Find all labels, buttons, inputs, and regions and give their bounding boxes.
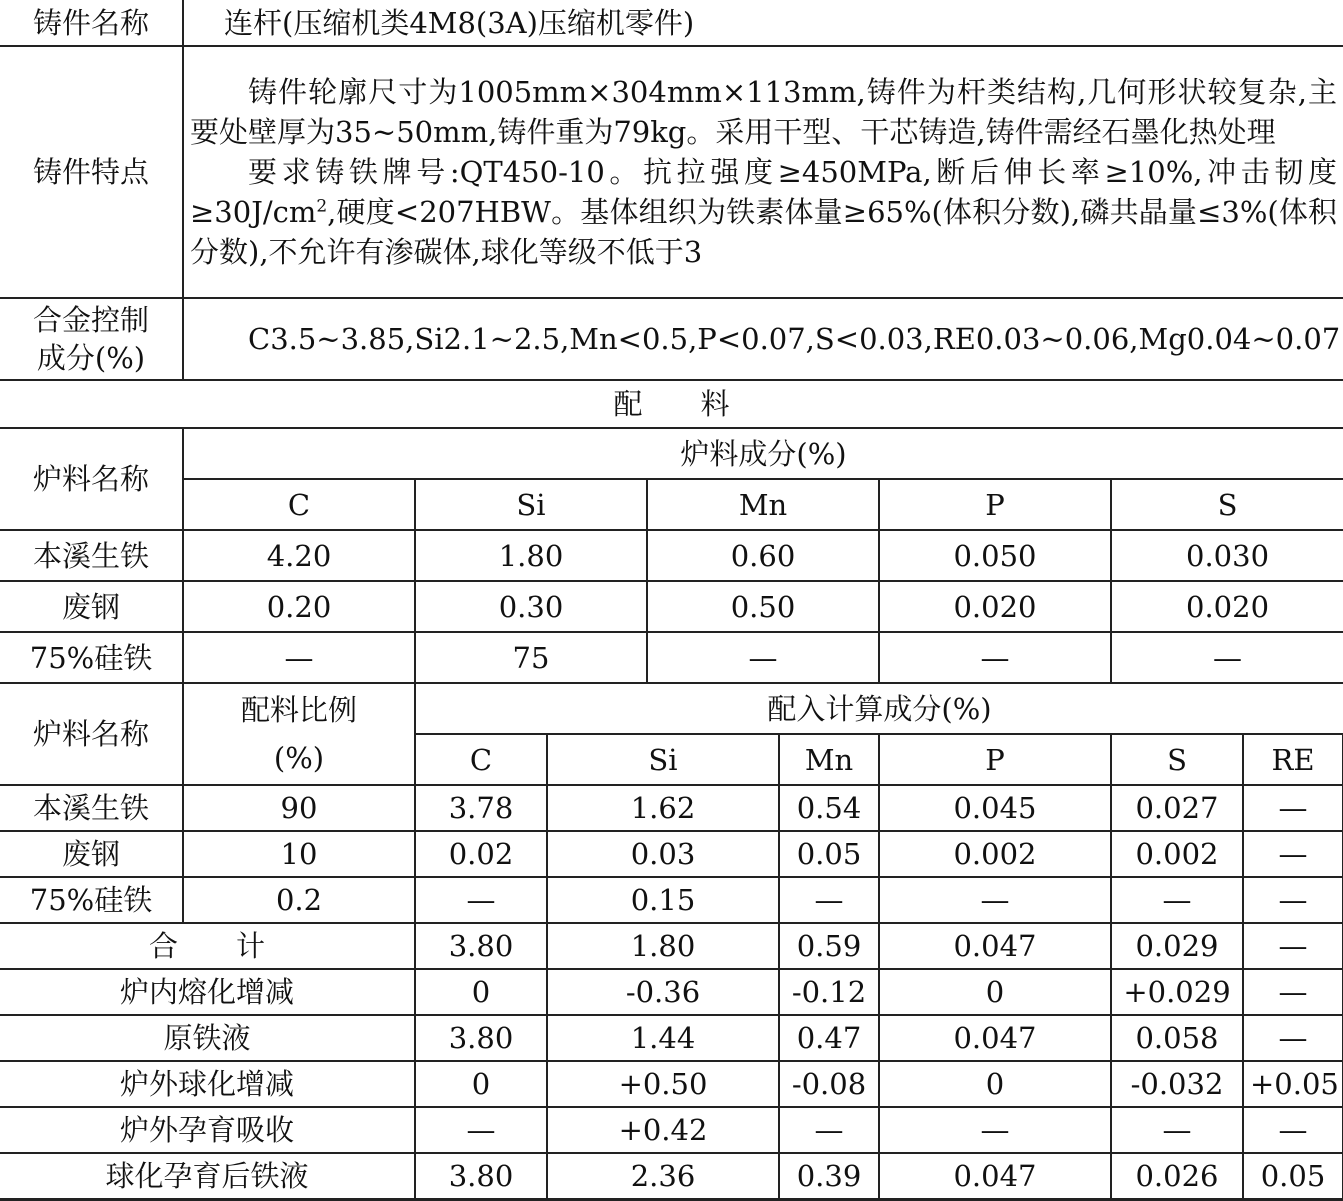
calc-cell: 0.02: [415, 831, 547, 877]
calc-row: [0, 831, 1343, 877]
calc-cell: 0.027: [1111, 785, 1243, 831]
summary-row-name: 炉外球化增减: [0, 1061, 415, 1107]
alloy-control-value: [183, 298, 1343, 380]
calc-cell: 0.045: [879, 785, 1111, 831]
charge-row-name: 废钢: [0, 581, 183, 632]
calc-cell: —: [415, 877, 547, 923]
calc-col-c: C: [415, 734, 547, 785]
summary-row: [0, 1061, 1343, 1107]
summary-cell: +0.42: [547, 1107, 779, 1153]
summary-row: [0, 1153, 1343, 1200]
calc-row-ratio: 90: [183, 785, 415, 831]
charge-name-header: 炉料名称: [0, 428, 183, 530]
calc-row-ratio: 10: [183, 831, 415, 877]
charge-composition-header: 炉料成分(%): [183, 428, 1343, 479]
charge-cell: 0.020: [879, 581, 1111, 632]
charge-header-row: [0, 428, 1343, 479]
summary-row: [0, 1107, 1343, 1153]
summary-cell: 1.80: [547, 923, 779, 969]
summary-cell: 0.47: [779, 1015, 879, 1061]
summary-row-name: 炉外孕育吸收: [0, 1107, 415, 1153]
summary-row: [0, 969, 1343, 1015]
charge-col-s: S: [1111, 479, 1343, 530]
calc-cell: 1.62: [547, 785, 779, 831]
charge-row: [0, 632, 1343, 683]
summary-cell: 2.36: [547, 1153, 779, 1200]
summary-cell: —: [1243, 1107, 1343, 1153]
summary-row-name: 炉内熔化增减: [0, 969, 415, 1015]
casting-features-text: [183, 46, 1343, 298]
calc-composition-header: 配入计算成分(%): [415, 683, 1343, 734]
alloy-control-label: [0, 298, 183, 380]
charge-cell: —: [1111, 632, 1343, 683]
casting-name-value: 连杆(压缩机类4M8(3A)压缩机零件): [183, 0, 1343, 46]
calc-cell: 0.54: [779, 785, 879, 831]
summary-cell: +0.50: [547, 1061, 779, 1107]
summary-cell: 0: [879, 1061, 1111, 1107]
charge-cell: 0.20: [183, 581, 415, 632]
summary-cell: 0: [879, 969, 1111, 1015]
summary-row: [0, 923, 1343, 969]
summary-cell: -0.032: [1111, 1061, 1243, 1107]
charge-cell: 0.050: [879, 530, 1111, 581]
calc-row-name: 75%硅铁: [0, 877, 183, 923]
charge-row-name: 本溪生铁: [0, 530, 183, 581]
charge-cell: 0.020: [1111, 581, 1343, 632]
calc-cell: —: [1243, 877, 1343, 923]
calc-row-name: 废钢: [0, 831, 183, 877]
summary-row-name: 合 计: [0, 923, 415, 969]
charge-col-mn: Mn: [647, 479, 879, 530]
calc-ratio-header-line-2: (%): [273, 741, 325, 775]
calc-col-si: Si: [547, 734, 779, 785]
summary-cell: 0.047: [879, 923, 1111, 969]
charge-cell: 0.030: [1111, 530, 1343, 581]
calc-ratio-header-line-1: 配料比例: [240, 693, 357, 727]
summary-cell: 0.59: [779, 923, 879, 969]
summary-cell: 0.047: [879, 1153, 1111, 1200]
summary-cell: 0.39: [779, 1153, 879, 1200]
charge-columns-row: [0, 479, 1343, 530]
summary-cell: —: [1243, 969, 1343, 1015]
charge-col-p: P: [879, 479, 1111, 530]
alloy-control-text: C3.5~3.85,Si2.1~2.5,Mn<0.5,P<0.07,S<0.03,RE0.03~0.06,Mg0.04~0.07: [248, 322, 1341, 356]
charge-cell: 4.20: [183, 530, 415, 581]
alloy-control-label-line-1: 合金控制: [32, 303, 149, 337]
charge-cell: 0.30: [415, 581, 647, 632]
calc-cell: 0.002: [879, 831, 1111, 877]
calc-name-header: 炉料名称: [0, 683, 183, 785]
calc-row: [0, 877, 1343, 923]
summary-cell: 3.80: [415, 923, 547, 969]
calc-header-row: [0, 683, 1343, 734]
charge-cell: —: [879, 632, 1111, 683]
summary-row: [0, 1015, 1343, 1061]
casting-features-row: [0, 46, 1343, 298]
section-title-row: [0, 380, 1343, 428]
charge-cell: 75: [415, 632, 647, 683]
charge-cell: —: [647, 632, 879, 683]
features-paragraph-1: 铸件轮廓尺寸为1005mm×304mm×113mm,铸件为杆类结构,几何形状较复杂,主要处壁厚为35~50mm,铸件重为79kg。采用干型、干芯铸造,铸件需经石墨化热处理: [190, 75, 1338, 149]
calc-cell: 0.05: [779, 831, 879, 877]
summary-cell: —: [415, 1107, 547, 1153]
summary-cell: 3.80: [415, 1015, 547, 1061]
summary-cell: —: [879, 1107, 1111, 1153]
calc-col-p: P: [879, 734, 1111, 785]
alloy-control-label-line-2: 成分(%): [36, 341, 146, 375]
summary-cell: 0: [415, 1061, 547, 1107]
summary-row-name: 球化孕育后铁液: [0, 1153, 415, 1200]
summary-cell: —: [1243, 1015, 1343, 1061]
summary-cell: +0.029: [1111, 969, 1243, 1015]
calc-col-s: S: [1111, 734, 1243, 785]
summary-cell: 0.026: [1111, 1153, 1243, 1200]
calc-cell: 3.78: [415, 785, 547, 831]
calc-cell: —: [1243, 831, 1343, 877]
summary-cell: -0.36: [547, 969, 779, 1015]
charge-cell: —: [183, 632, 415, 683]
calc-col-re: RE: [1243, 734, 1343, 785]
summary-cell: +0.05: [1243, 1061, 1343, 1107]
summary-cell: 0.05: [1243, 1153, 1343, 1200]
casting-name-row: [0, 0, 1343, 46]
summary-cell: 3.80: [415, 1153, 547, 1200]
casting-name-label: 铸件名称: [0, 0, 183, 46]
charge-row-name: 75%硅铁: [0, 632, 183, 683]
summary-cell: —: [1243, 923, 1343, 969]
calc-row-name: 本溪生铁: [0, 785, 183, 831]
features-paragraph-2-part-a: 要求铸铁牌号:QT450-10。抗拉强度≥450MPa,断后伸长率≥10%,冲击韧度≥30J/cm: [190, 155, 1338, 229]
section-title: 配 料: [0, 380, 1343, 428]
calc-cell: 0.002: [1111, 831, 1243, 877]
calc-cell: —: [1243, 785, 1343, 831]
summary-cell: —: [779, 1107, 879, 1153]
summary-row-name: 原铁液: [0, 1015, 415, 1061]
calc-row: [0, 785, 1343, 831]
charge-row: [0, 530, 1343, 581]
charge-row: [0, 581, 1343, 632]
calc-cell: —: [879, 877, 1111, 923]
summary-cell: -0.08: [779, 1061, 879, 1107]
summary-cell: 0.047: [879, 1015, 1111, 1061]
charge-cell: 0.50: [647, 581, 879, 632]
calc-cell: 0.03: [547, 831, 779, 877]
alloy-control-row: [0, 298, 1343, 380]
calc-col-mn: Mn: [779, 734, 879, 785]
calc-cell: —: [1111, 877, 1243, 923]
summary-cell: 0.058: [1111, 1015, 1243, 1061]
charge-col-c: C: [183, 479, 415, 530]
calc-row-ratio: 0.2: [183, 877, 415, 923]
summary-cell: -0.12: [779, 969, 879, 1015]
charge-cell: 1.80: [415, 530, 647, 581]
summary-cell: 0.029: [1111, 923, 1243, 969]
casting-features-label: 铸件特点: [0, 46, 183, 298]
features-paragraph-2-part-b: ,硬度<207HBW。基体组织为铁素体量≥65%(体积分数),磷共晶量≤3%(体积分数),不允许有渗碳体,球化等级不低于3: [190, 195, 1338, 269]
features-paragraph-2: [190, 152, 1337, 272]
superscript-2: 2: [316, 196, 328, 217]
summary-cell: 1.44: [547, 1015, 779, 1061]
calc-ratio-header: [183, 683, 415, 785]
summary-cell: 0: [415, 969, 547, 1015]
calc-cell: —: [779, 877, 879, 923]
calc-cell: 0.15: [547, 877, 779, 923]
charge-col-si: Si: [415, 479, 647, 530]
charge-cell: 0.60: [647, 530, 879, 581]
summary-cell: —: [1111, 1107, 1243, 1153]
